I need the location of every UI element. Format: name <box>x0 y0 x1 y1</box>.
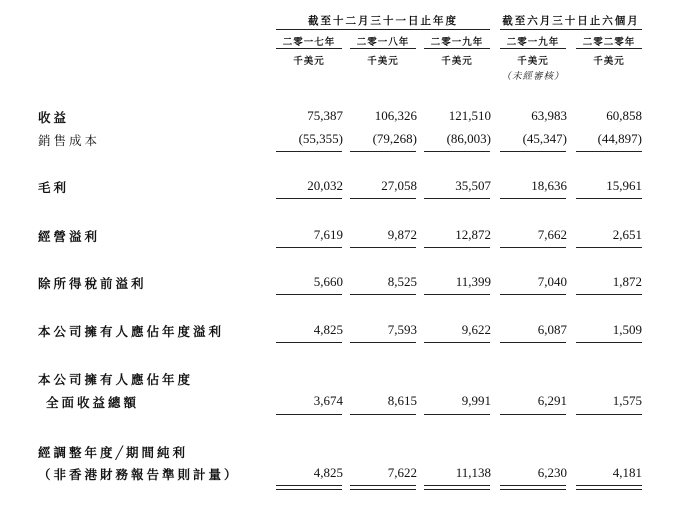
table-cell: 5,660 <box>313 274 343 289</box>
unit-label: 千美元 <box>593 56 625 67</box>
unit-label: 千美元 <box>441 56 473 67</box>
table-cell: 18,636 <box>531 178 567 193</box>
group-header-year-end: 截至十二月三十一日止年度 <box>308 15 458 27</box>
table-cell: (45,347) <box>522 131 567 146</box>
table-cell: 4,825 <box>313 322 343 337</box>
table-cell: 11,138 <box>455 465 491 480</box>
subtotal-rule <box>424 151 490 152</box>
subtotal-rule <box>276 198 342 199</box>
table-cell: (79,268) <box>372 131 417 146</box>
table-cell: 7,622 <box>387 465 417 480</box>
table-cell: 6,291 <box>537 393 567 408</box>
subtotal-rule <box>500 414 566 415</box>
year-header: 二零二零年 <box>582 37 636 48</box>
row-label-cost-of-sales: 銷售成本 <box>38 133 101 148</box>
group-header-six-months: 截至六月三十日止六個月 <box>502 15 640 27</box>
row-label-total-comprehensive-line1: 本公司擁有人應佔年度 <box>38 372 194 387</box>
subtotal-rule <box>500 247 566 248</box>
table-cell: 9,991 <box>461 393 491 408</box>
subtotal-rule <box>500 294 566 295</box>
year-rule <box>500 48 566 49</box>
table-cell: 8,525 <box>387 274 417 289</box>
subtotal-rule <box>500 151 566 152</box>
year-rule <box>276 48 342 49</box>
table-cell: 7,593 <box>387 322 417 337</box>
subtotal-rule <box>350 294 416 295</box>
table-cell: 63,983 <box>531 108 567 123</box>
subtotal-rule <box>576 247 642 248</box>
year-rule <box>424 48 490 49</box>
subtotal-rule <box>276 294 342 295</box>
row-label-profit-attributable: 本公司擁有人應佔年度溢利 <box>38 324 225 339</box>
unit-label: 千美元 <box>517 56 549 67</box>
subtotal-rule <box>500 198 566 199</box>
year-header: 二零一八年 <box>356 37 410 48</box>
total-double-rule <box>350 485 416 490</box>
subtotal-rule <box>500 342 566 343</box>
table-cell: 7,662 <box>537 227 567 242</box>
table-cell: 75,387 <box>307 108 343 123</box>
row-label-adjusted-net-profit-line1: 經調整年度╱期間純利 <box>38 445 189 460</box>
subtotal-rule <box>350 247 416 248</box>
subtotal-rule <box>350 414 416 415</box>
table-cell: 6,087 <box>537 322 567 337</box>
table-cell: 106,326 <box>374 108 417 123</box>
row-label-gross-profit: 毛利 <box>38 180 70 195</box>
table-cell: 9,622 <box>461 322 491 337</box>
total-double-rule <box>500 485 566 490</box>
subtotal-rule <box>424 342 490 343</box>
subtotal-rule <box>276 414 342 415</box>
table-cell: 4,181 <box>612 465 642 480</box>
subtotal-rule <box>424 414 490 415</box>
table-cell: 8,615 <box>387 393 417 408</box>
group-header-rule <box>500 29 642 30</box>
row-label-revenue: 收益 <box>38 110 70 125</box>
subtotal-rule <box>576 198 642 199</box>
row-label-adjusted-net-profit-line2: （非香港財務報告準則計量） <box>38 467 240 482</box>
subtotal-rule <box>276 247 342 248</box>
row-label-total-comprehensive-line2: 全面收益總額 <box>46 395 140 410</box>
year-header: 二零一七年 <box>282 37 336 48</box>
table-cell: 11,399 <box>455 274 491 289</box>
table-cell: 1,872 <box>612 274 642 289</box>
table-cell: 121,510 <box>448 108 491 123</box>
row-label-profit-before-tax: 除所得稅前溢利 <box>38 276 147 291</box>
subtotal-rule <box>276 151 342 152</box>
table-cell: 2,651 <box>612 227 642 242</box>
subtotal-rule <box>424 247 490 248</box>
total-double-rule <box>576 485 642 490</box>
total-double-rule <box>276 485 342 490</box>
table-cell: 7,040 <box>537 274 567 289</box>
unaudited-note: （未經審核） <box>501 71 565 82</box>
table-cell: 12,872 <box>455 227 491 242</box>
year-header: 二零一九年 <box>430 37 484 48</box>
row-label-operating-profit: 經營溢利 <box>38 229 101 244</box>
table-cell: 1,575 <box>612 393 642 408</box>
table-cell: (44,897) <box>597 131 642 146</box>
subtotal-rule <box>576 414 642 415</box>
unit-label: 千美元 <box>367 56 399 67</box>
subtotal-rule <box>576 294 642 295</box>
table-cell: 3,674 <box>313 393 343 408</box>
total-double-rule <box>424 485 490 490</box>
table-cell: 4,825 <box>313 465 343 480</box>
group-header-rule <box>276 29 490 30</box>
table-cell: 60,858 <box>606 108 642 123</box>
year-rule <box>350 48 416 49</box>
subtotal-rule <box>424 294 490 295</box>
subtotal-rule <box>350 342 416 343</box>
table-cell: 20,032 <box>307 178 343 193</box>
unit-label: 千美元 <box>293 56 325 67</box>
subtotal-rule <box>576 151 642 152</box>
table-cell: 27,058 <box>381 178 417 193</box>
year-rule <box>576 48 642 49</box>
table-cell: 7,619 <box>313 227 343 242</box>
table-cell: (86,003) <box>446 131 491 146</box>
table-cell: 6,230 <box>537 465 567 480</box>
subtotal-rule <box>350 198 416 199</box>
subtotal-rule <box>276 342 342 343</box>
year-header: 二零一九年 <box>506 37 560 48</box>
table-cell: 15,961 <box>606 178 642 193</box>
subtotal-rule <box>424 198 490 199</box>
table-cell: (55,355) <box>298 131 343 146</box>
subtotal-rule <box>576 342 642 343</box>
table-cell: 1,509 <box>612 322 642 337</box>
table-cell: 9,872 <box>387 227 417 242</box>
table-cell: 35,507 <box>455 178 491 193</box>
subtotal-rule <box>350 151 416 152</box>
